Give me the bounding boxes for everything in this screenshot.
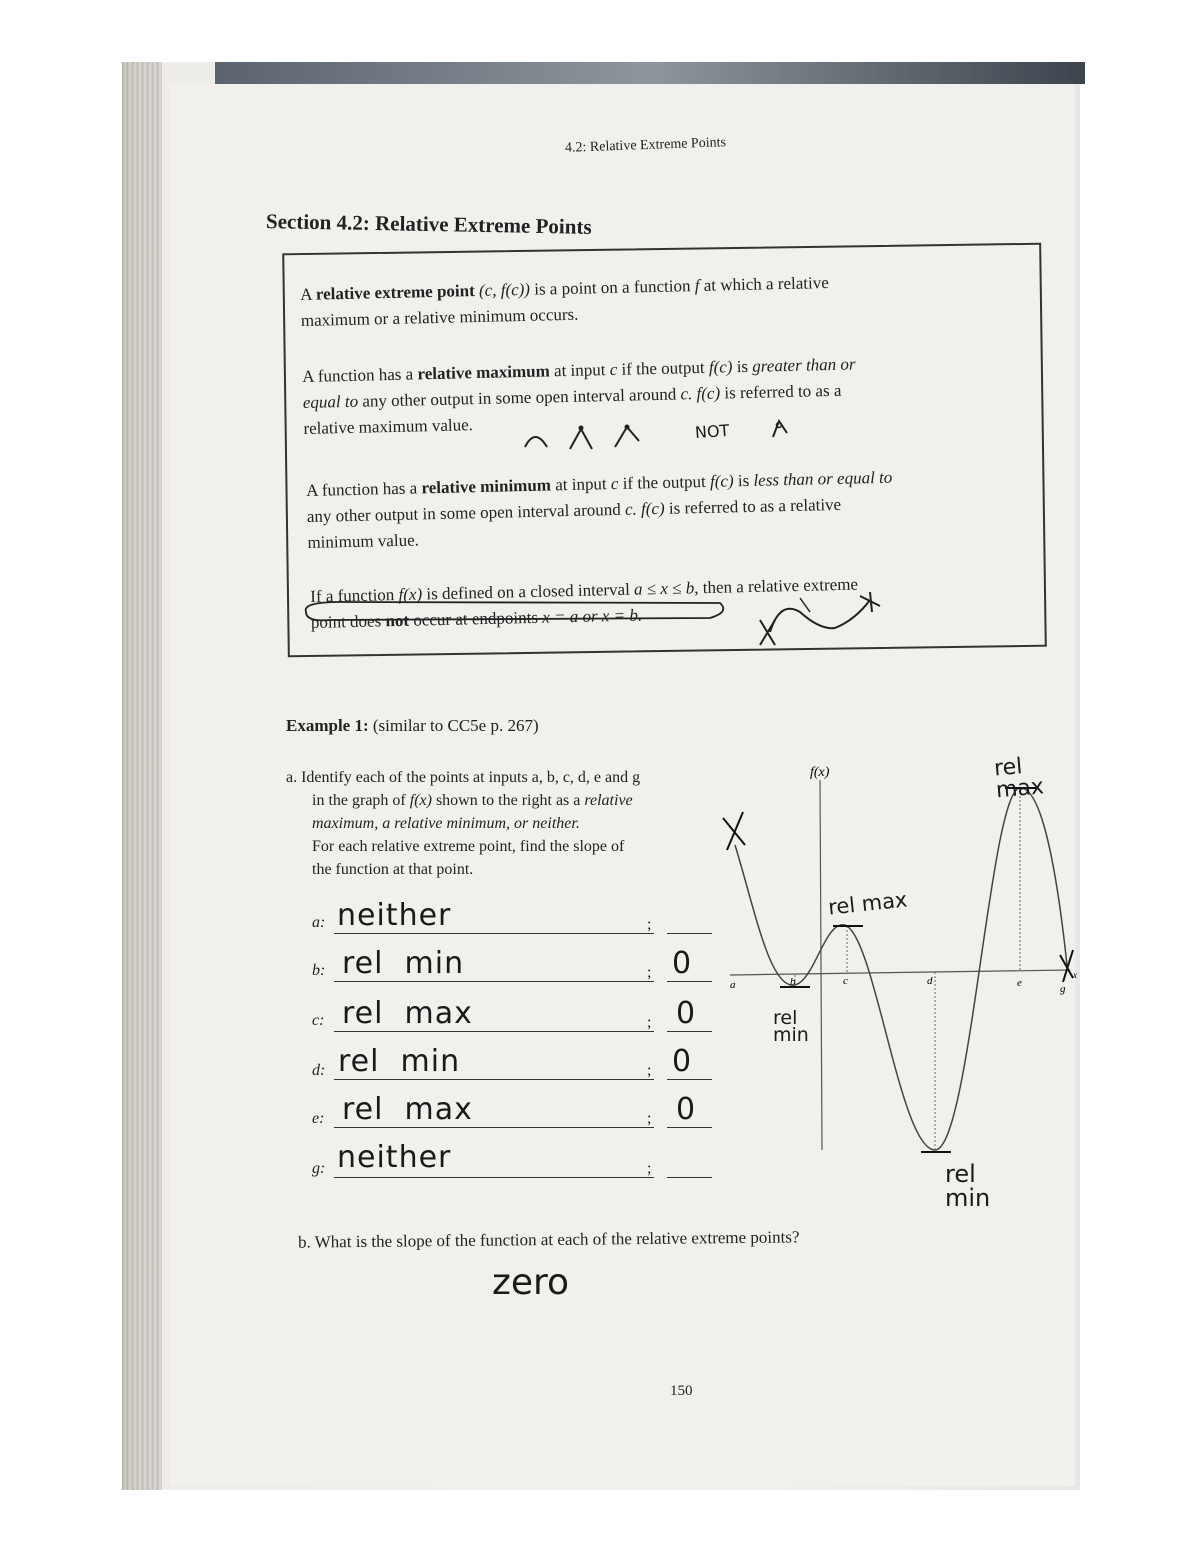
function-curve — [735, 788, 1067, 1150]
definition-relative-minimum: A function has a relative minimum at input c if the output f(c) is less than or equal to any other output in some open interval around c. f(c) is referred to as a relative minimum value. — [306, 467, 893, 552]
definition-endpoints: If a function f(x) is defined on a closed interval a ≤ x ≤ b, then a relative extreme point does not occur at endpoints x = a or x = b. — [310, 574, 859, 632]
label-rel-max-c: rel max — [826, 887, 909, 920]
definition-relative-maximum: A function has a relative maximum at input c if the output f(c) is greater than or equal to any other output in some open interval around c. f(c) is referred to as a relative maximum value. — [302, 354, 856, 438]
tick-d: d — [927, 975, 933, 987]
circle-annotation — [306, 602, 724, 620]
section-title: Section 4.2: Relative Extreme Points — [265, 209, 592, 239]
x-mark-a — [723, 812, 745, 850]
question-a: a. Identify each of the points at inputs a, b, c, d, e and g in the graph of f(x) shown to the right as a relative maximum, a relative minimum, or neither. For each relative extreme point, find the slope of the function at that point. — [286, 769, 641, 878]
function-graph — [715, 750, 1085, 1270]
max-shape-sketches — [515, 415, 795, 455]
definition-extreme-point: A relative extreme point (c, f(c)) is a point on a function f at which a relative maximum or a relative minimum occurs. — [300, 273, 829, 330]
tick-b: b — [790, 976, 796, 988]
example-title: Example 1: (similar to CC5e p. 267) — [286, 716, 539, 735]
running-header: 4.2: Relative Extreme Points — [564, 135, 727, 156]
peak-icon — [615, 427, 639, 447]
x-axis — [730, 970, 1070, 975]
question-b: b. What is the slope of the function at each of the relative extreme points? — [297, 1227, 800, 1252]
label-rel-min-d: rel min — [945, 1160, 991, 1212]
wave-sketch — [770, 600, 870, 632]
y-axis — [820, 780, 822, 1150]
page-number: 150 — [670, 1383, 693, 1399]
x-axis-label: x — [1073, 970, 1077, 980]
tick-g: g — [1060, 983, 1066, 995]
answer-b: zero — [492, 1262, 570, 1303]
photo-top-edge — [215, 62, 1085, 84]
label-rel-max-e: rel max — [993, 754, 1045, 804]
label-rel-min-b: rel min — [773, 1007, 809, 1046]
y-axis-label: f(x) — [810, 765, 830, 780]
sharp-peak-icon — [570, 429, 592, 449]
not-annotation: NOT — [694, 420, 730, 443]
endpoint-annotations — [300, 590, 1020, 660]
tick-e: e — [1017, 977, 1022, 989]
answer-list: a: neither ; b: rel min ; 0 c: rel max ; 0 d: rel min ; 0 e: rel max ; 0 g: neither ; — [312, 900, 722, 1190]
tick-c: c — [843, 975, 848, 987]
tick-a: a — [730, 979, 736, 991]
rounded-peak-icon — [525, 437, 547, 447]
page-edge — [122, 62, 162, 1490]
